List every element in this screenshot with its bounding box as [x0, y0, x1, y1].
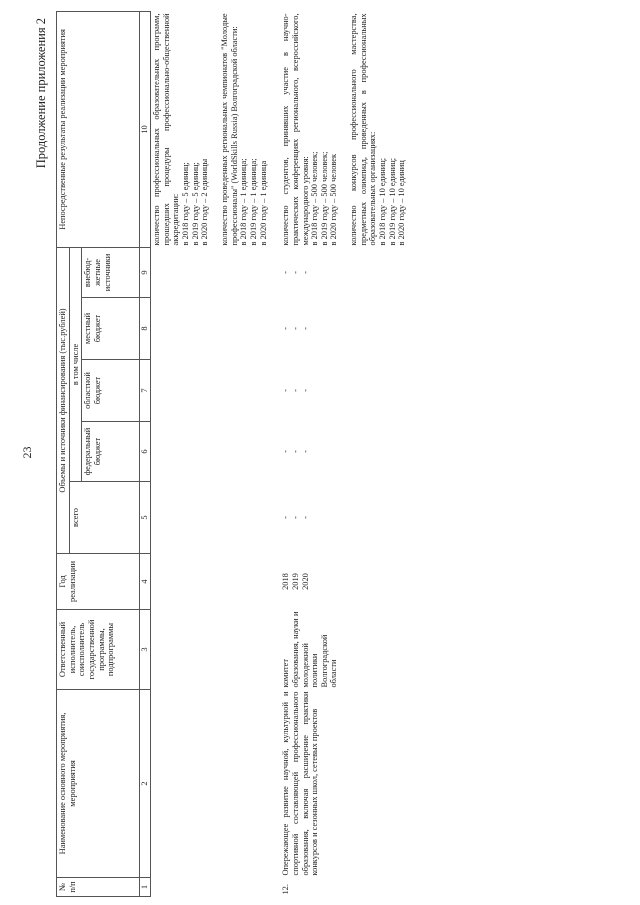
row-extrabudget: - - -: [281, 271, 310, 274]
header-local: местный бюджет: [82, 298, 140, 360]
row-total: - - -: [281, 516, 310, 519]
result-line: в 2019 году – 1 единица;: [248, 158, 258, 246]
result-line: в 2019 году – 500 человек;: [319, 151, 329, 246]
column-numbers-row: [140, 11, 151, 896]
header-extrabudget: внебюд-жетные источники: [82, 247, 140, 297]
header-total: всего: [69, 482, 140, 554]
row-number: 12.: [281, 884, 291, 895]
result-line: в 2018 году – 1 единица;: [239, 158, 249, 246]
row-executor: комитет образования, науки и молодежной политики Волгоградской области: [281, 611, 339, 688]
continuation-label: Продолжение приложения 2: [34, 18, 48, 169]
row-results: [269, 11, 408, 247]
header-financing: Объемы и источники финансирования (тыс.рублей): [57, 247, 70, 553]
program-table: [56, 11, 408, 897]
row-name: Опережающее развитие научной, культурной и спортивной составляющей профессионального образования, включая расширение практики конкурсов и сезонных школ, сетевых проектов: [281, 691, 320, 876]
col-number: 4: [140, 554, 151, 610]
year: 2018: [281, 573, 291, 590]
result-line: в 2019 году – 5 единиц;: [190, 162, 200, 246]
col-number: 9: [140, 247, 151, 297]
row-federal: - - -: [281, 450, 310, 453]
result-line: количество студентов, принявших участие в научно-практических конференциях регионального, всероссийского, международного уровня:: [281, 13, 310, 246]
col-number: 8: [140, 298, 151, 360]
row-years: [269, 554, 408, 610]
result-line: в 2018 году – 10 единиц;: [378, 157, 388, 246]
result-line: в 2020 году – 500 человек: [329, 153, 339, 246]
continued-row: [150, 11, 269, 896]
col-number: 5: [140, 482, 151, 554]
year: 2020: [300, 573, 310, 590]
year: 2019: [290, 573, 300, 590]
col-number: 3: [140, 610, 151, 690]
continued-results: [150, 11, 269, 247]
col-number: 7: [140, 360, 151, 422]
row-local: - - -: [281, 327, 310, 330]
table-row: [269, 11, 408, 896]
result-line: количество конкурсов профессионального мастерства, предметных олимпиад, проведенных в профессиональных образовательных организациях:: [349, 13, 378, 246]
col-number: 10: [140, 11, 151, 247]
result-line: в 2020 году – 2 единицы: [200, 158, 210, 246]
result-line: в 2020 году – 10 единиц: [397, 160, 407, 246]
col-number: 2: [140, 690, 151, 878]
col-number: 6: [140, 422, 151, 482]
page-number: 23: [20, 446, 34, 459]
result-line: в 2018 году – 5 единиц;: [180, 162, 190, 246]
row-regional: - - -: [281, 389, 310, 392]
header-executor: Ответственный исполнитель, соисполнитель государственной программы, подпрограммы: [57, 610, 140, 690]
header-name: Наименование основного мероприятия, мероприятия: [57, 690, 140, 878]
result-line: в 2020 году – 1 единица: [258, 160, 268, 246]
result-line: в 2019 году – 10 единиц;: [387, 157, 397, 246]
header-including: в том числе: [69, 247, 82, 481]
header-federal: федеральный бюджет: [82, 422, 140, 482]
header-regional: областной бюджет: [82, 360, 140, 422]
header-year: Год реализации: [57, 554, 140, 610]
result-line: в 2018 году – 500 человек;: [310, 151, 320, 246]
header-results: Непосредственные результаты реализации мероприятия: [57, 11, 140, 247]
result-line: количество проведенных региональных чемпионатов "Молодые профессионалы" (WorldSkills Russia) Волгоградской области:: [219, 13, 239, 246]
result-line: количество профессиональных образовательных программ, прошедших процедуры профессионально-общественной аккредитации:: [151, 13, 181, 246]
header-number: № п/п: [57, 878, 140, 897]
col-number: 1: [140, 878, 151, 897]
